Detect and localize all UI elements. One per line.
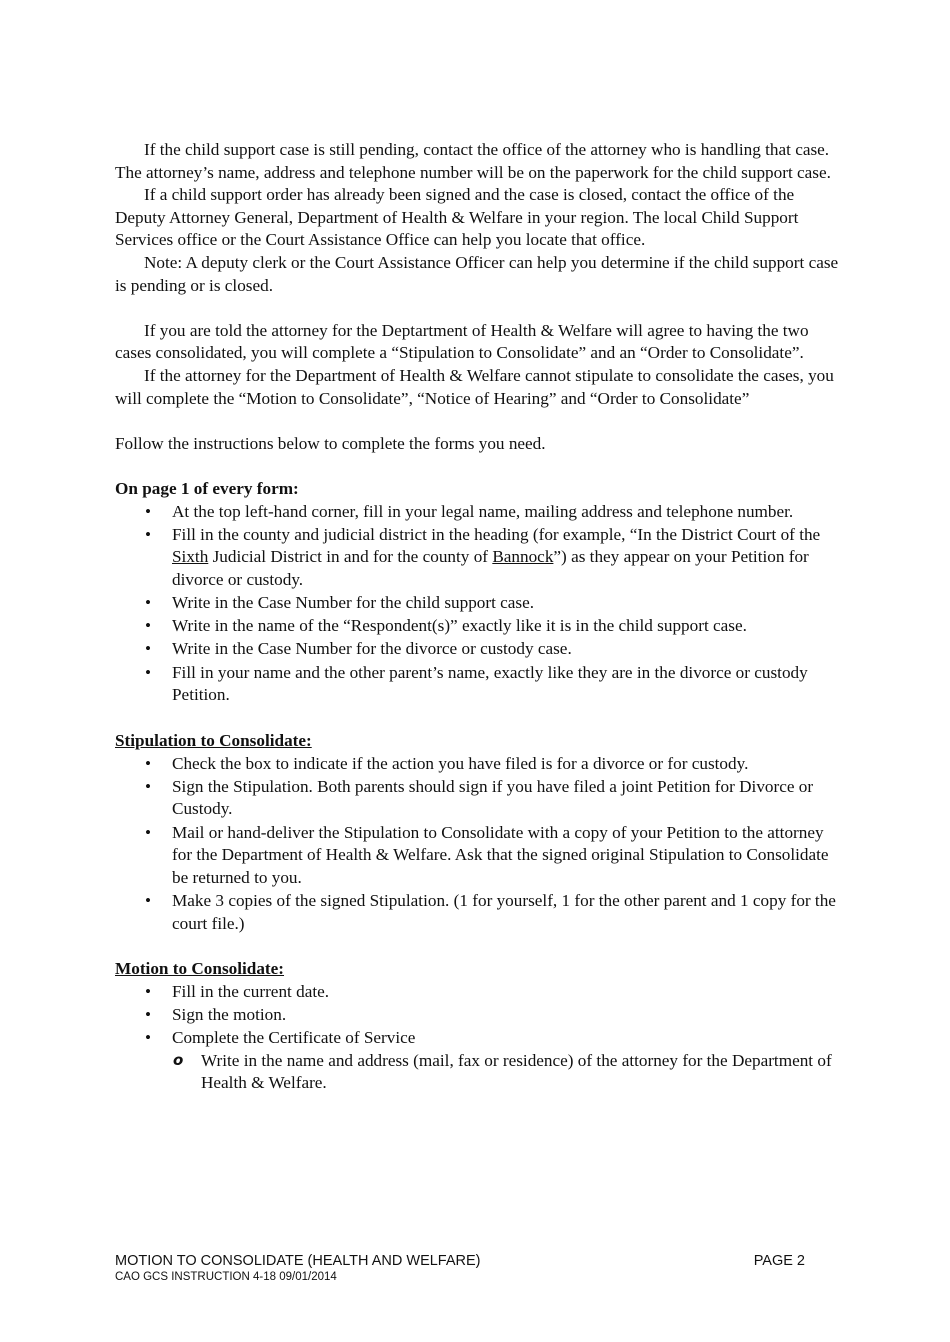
spacer bbox=[115, 707, 840, 730]
paragraph-pending-case: If the child support case is still pending, contact the office of the attorney who is handling that case. The attorney’s name, address and telephone number will be on the paperwork for the child support case. bbox=[115, 140, 831, 182]
paragraph-motion: If the attorney for the Department of Health & Welfare cannot stipulate to consolidate the cases, you will complete the “Motion to Consolidate”, “Notice of Hearing” and “Order to Consolidate” bbox=[115, 365, 834, 408]
list-item: • Check the box to indicate if the action you have filed is for a divorce or for custody. bbox=[172, 753, 840, 776]
footer-page-number: PAGE 2 bbox=[753, 1253, 805, 1269]
list-item-text: Complete the Certificate of Service bbox=[172, 1028, 416, 1048]
list-item-text: ”) as they appear on your Petition for divorce or custody. bbox=[172, 547, 809, 589]
section-heading-stipulation: Stipulation to Consolidate: bbox=[115, 731, 312, 750]
list-item: • Mail or hand-deliver the Stipulation to Consolidate with a copy of your Petition to the attorney for the Department of Health & Welfare. Ask that the signed original Stipulation to Consolidate be returned to you. bbox=[172, 822, 840, 890]
list-item bbox=[172, 524, 840, 592]
list-item: • Sign the motion. bbox=[172, 1004, 840, 1027]
paragraph-stipulation: If you are told the attorney for the Deptartment of Health & Welfare will agree to having the two cases consolidated, you will complete a “Stipulation to Consolidate” and an “Order to Consolidate”. bbox=[115, 320, 809, 363]
paragraph-follow-instructions: Follow the instructions below to complete the forms you need. bbox=[115, 433, 546, 453]
example-district: Sixth bbox=[172, 547, 209, 567]
bullet-list-motion bbox=[115, 981, 840, 1095]
list-item: • Write in the Case Number for the divorce or custody case. bbox=[172, 638, 840, 661]
spacer bbox=[115, 410, 840, 433]
spacer bbox=[115, 297, 840, 320]
list-item: • Write in the Case Number for the child support case. bbox=[172, 592, 840, 615]
spacer bbox=[115, 936, 840, 959]
list-item: • Make 3 copies of the signed Stipulation. (1 for yourself, 1 for the other parent and 1 copy for the court file.) bbox=[172, 890, 840, 935]
bullet-list-stipulation bbox=[115, 753, 840, 936]
list-item-text: Fill in the county and judicial district in the heading (for example, “In the District Court of the bbox=[172, 524, 821, 544]
paragraph-closed-case: If a child support order has already been signed and the case is closed, contact the office of the Deputy Attorney General, Department of Health & Welfare in your region. The local Child Support Services office or the Court Assistance Office can help you locate that office. bbox=[115, 185, 799, 250]
section-heading-motion: Motion to Consolidate: bbox=[115, 959, 285, 979]
example-county: Bannock bbox=[492, 547, 554, 567]
footer-title: MOTION TO CONSOLIDATE (HEALTH AND WELFARE) bbox=[115, 1253, 481, 1269]
document-body bbox=[115, 139, 840, 1096]
sub-list-item: o Write in the name and address (mail, fax or residence) of the attorney for the Department of Health & Welfare. bbox=[201, 1050, 840, 1095]
footer-line bbox=[115, 1252, 805, 1270]
list-item-text: Judicial District in and for the county of bbox=[208, 547, 493, 567]
list-item: • Write in the name of the “Respondent(s)” exactly like it is in the child support case. bbox=[172, 615, 840, 638]
list-item: • Sign the Stipulation. Both parents should sign if you have filed a joint Petition for Divorce or Custody. bbox=[172, 776, 840, 821]
footer-form-code: CAO GCS INSTRUCTION 4-18 09/01/2014 bbox=[115, 1271, 337, 1283]
list-item bbox=[172, 1027, 840, 1095]
paragraph-note: Note: A deputy clerk or the Court Assistance Officer can help you determine if the child support case is pending or is closed. bbox=[115, 252, 839, 295]
sub-list-certificate bbox=[172, 1050, 840, 1095]
spacer bbox=[115, 455, 840, 478]
list-item: • Fill in your name and the other parent’s name, exactly like they are in the divorce or custody Petition. bbox=[172, 662, 840, 707]
list-item: • Fill in the current date. bbox=[172, 981, 840, 1004]
section-heading-every-form: On page 1 of every form: bbox=[115, 478, 299, 498]
bullet-list-every-form bbox=[115, 501, 840, 707]
list-item: • At the top left-hand corner, fill in your legal name, mailing address and telephone number. bbox=[172, 501, 840, 524]
page-footer bbox=[115, 1252, 805, 1284]
